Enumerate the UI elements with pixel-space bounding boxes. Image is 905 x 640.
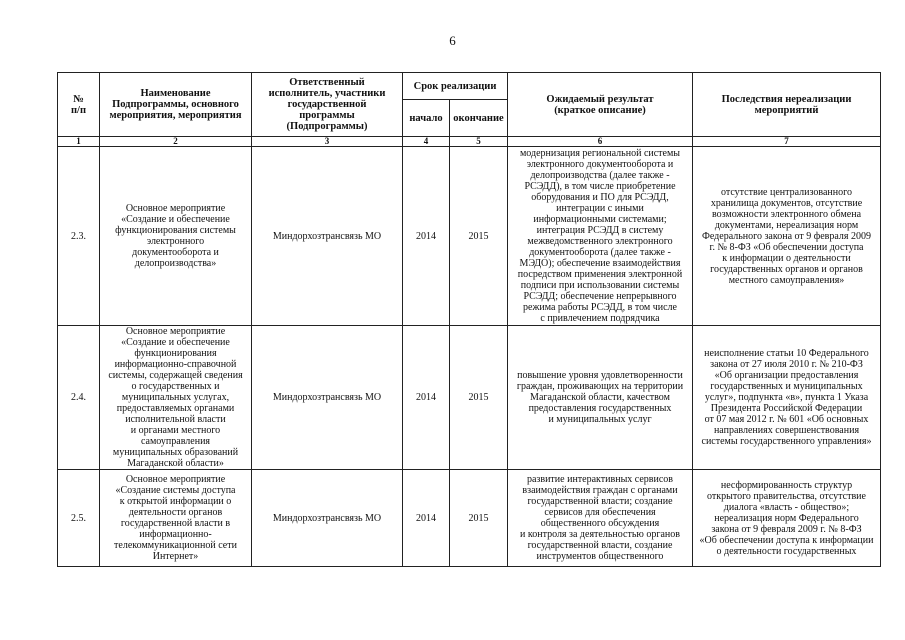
row-name: Основное мероприятие «Создание и обеспечение функционирования системы электронного документооборота и делопроизводства» — [100, 147, 252, 326]
header-start: начало — [403, 100, 450, 137]
row-number: 2.3. — [58, 147, 100, 326]
row-result: модернизация региональной системы электронного документооборота и делопроизводства (далее также - РСЭДД), в том числе приобретение оборудования и ПО для РСЭДД, интеграции с иными информационными системами; интеграция РСЭДД в систему межведомственного электронного документооборота (далее также - МЭДО); обеспечение взаимодействия посредством применения электронной подписи при использовании системы РСЭДД; обеспечение непрерывного режима работы РСЭДД, в том числе с привлечением подрядчика — [508, 147, 693, 326]
row-consequences: отсутствие централизованного хранилища документов, отсутствие возможности электронного обмена документами, нереализация норм Федерального закона от 9 февраля 2009 г. № 8-ФЗ «Об обеспечении доступа к информации о деятельности государственных органов и органов местного самоуправления» — [693, 147, 881, 326]
column-number: 5 — [450, 137, 508, 147]
row-name: Основное мероприятие «Создание и обеспечение функционирования информационно-справочной системы, содержащей сведения о государственных и муниципальных услугах, предоставляемых органами исполнительной власти и органами местного самоуправления муниципальных образований Магаданской области» — [100, 326, 252, 470]
column-number: 2 — [100, 137, 252, 147]
table-row — [58, 147, 881, 326]
row-start: 2014 — [403, 147, 450, 326]
row-start: 2014 — [403, 470, 450, 567]
header-executor: Ответственный исполнитель, участники государственной программы (Подпрограммы) — [252, 73, 403, 137]
row-consequences: неисполнение статьи 10 Федерального закона от 27 июля 2010 г. № 210-ФЗ «Об организации предоставления государственных и муниципальных услуг», подпункта «в», пункта 1 Указа Президента Российской Федерации от 07 мая 2012 г. № 601 «Об основных направлениях совершенствования системы государственного управления» — [693, 326, 881, 470]
row-end: 2015 — [450, 147, 508, 326]
row-end: 2015 — [450, 470, 508, 567]
row-name: Основное мероприятие «Создание системы доступа к открытой информации о деятельности органов государственной власти в информационно- телекоммуникационной сети Интернет» — [100, 470, 252, 567]
row-start: 2014 — [403, 326, 450, 470]
row-result: развитие интерактивных сервисов взаимодействия граждан с органами государственной власти; создание сервисов для обеспечения общественного обсуждения и контроля за деятельностью органов государственной власти, создание инструментов общественного — [508, 470, 693, 567]
page-number: 6 — [449, 33, 456, 48]
column-number: 6 — [508, 137, 693, 147]
row-number: 2.4. — [58, 326, 100, 470]
row-result: повышение уровня удовлетворенности граждан, проживающих на территории Магаданской области, качеством предоставления государственных и муниципальных услуг — [508, 326, 693, 470]
table-row — [58, 470, 881, 567]
row-number: 2.5. — [58, 470, 100, 567]
row-executor: Миндорхозтрансвязь МО — [252, 470, 403, 567]
row-consequences: несформированность структур открытого правительства, отсутствие диалога «власть - общество»; нереализация норм Федерального закона от 9 февраля 2009 г. № 8-ФЗ «Об обеспечении доступа к информации о деятельности государственных — [693, 470, 881, 567]
row-executor: Миндорхозтрансвязь МО — [252, 147, 403, 326]
row-end: 2015 — [450, 326, 508, 470]
column-number: 3 — [252, 137, 403, 147]
column-number: 7 — [693, 137, 881, 147]
row-executor: Миндорхозтрансвязь МО — [252, 326, 403, 470]
header-end: окончание — [450, 100, 508, 137]
header-consequences: Последствия нереализации мероприятий — [693, 73, 881, 137]
header-result: Ожидаемый результат (краткое описание) — [508, 73, 693, 137]
header-num: № п/п — [58, 73, 100, 137]
program-table — [57, 72, 881, 567]
column-number: 4 — [403, 137, 450, 147]
column-number: 1 — [58, 137, 100, 147]
table-row — [58, 326, 881, 470]
header-name: Наименование Подпрограммы, основного мероприятия, мероприятия — [100, 73, 252, 137]
header-term: Срок реализации — [403, 73, 508, 100]
